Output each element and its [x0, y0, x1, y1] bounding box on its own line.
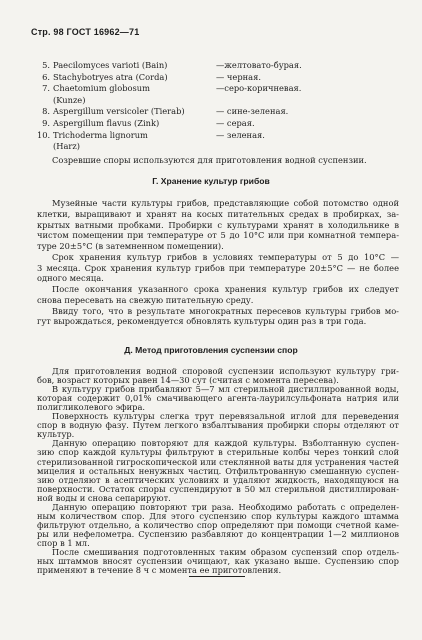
organism-name: Paecilomyces varioti (Bain) — [53, 60, 168, 70]
organism-list-item — [0, 60, 422, 72]
organism-list — [0, 60, 422, 153]
organism-list-item — [0, 141, 422, 153]
organism-number: 6. — [42, 71, 50, 82]
section-title-g: Г. Хранение культур грибов — [152, 176, 270, 186]
paragraph-line: Срок хранения культур грибов в условиях температуры от 5 до 10°С — — [52, 251, 399, 262]
paragraph-line: одного месяца. — [37, 273, 104, 284]
organism-name: Trichoderma lignorum — [53, 129, 148, 140]
paragraph-line: поверхности. Остаток споры суспендируют в 50 мл стерильной дистиллирован- — [37, 483, 399, 494]
paragraph-line: снова пересевать на свежую питательную среду. — [37, 294, 254, 305]
paragraph-line: 3 месяца. Срок хранения культур грибов при температуре 20±5°С — не более — [37, 262, 399, 273]
paragraph-line: ным количеством спор. Для этого суспензию спор культуры каждого штамма — [37, 510, 399, 521]
paragraph-line: Ввиду того, что в результате многократных пересевов культуры грибов мо- — [52, 305, 399, 316]
paragraph-line: спор в водную фазу. Путем легкого взбалтывания пробирки споры отделяют от — [37, 420, 399, 431]
organism-name: Stachybotryes atra (Corda) — [53, 71, 168, 82]
organism-number: 9. — [42, 117, 50, 128]
paragraph-line: Данную операцию повторяют для каждой культуры. Взболтанную суспен- — [52, 438, 399, 449]
organism-list-item — [0, 130, 422, 142]
paragraph-line: чистом помещении при температуре от 5 до 10°С или при комнатной темпера- — [37, 230, 399, 241]
paragraph-line: фильтруют отдельно, а количество спор определяют при помощи счетной каме- — [37, 519, 399, 530]
organism-list-item — [0, 83, 422, 95]
organism-name: (Harz) — [53, 141, 80, 152]
paragraph-line: культур. — [37, 429, 75, 440]
organism-name: Chaetomium globosum — [53, 83, 150, 94]
paragraph-line: зию спор каждой культуры фильтруют в стерильные колбы через тонкий слой — [37, 447, 399, 458]
organism-number: 8. — [42, 106, 50, 117]
organism-name: Aspergillum flavus (Zink) — [53, 117, 160, 128]
paragraph-line: Данную операцию повторяют три раза. Необходимо работать с определен- — [52, 501, 399, 512]
paragraph-line: Для приготовления водной споровой суспензии используют культуру гри- — [52, 366, 399, 376]
organism-number: 5. — [42, 60, 50, 70]
organism-list-item — [0, 106, 422, 118]
organism-color: — черная. — [216, 71, 261, 82]
organism-list-item — [0, 95, 422, 107]
organism-list-item — [0, 72, 422, 84]
paragraph-line: бов, возраст которых равен 14—30 сут (считая с момента пересева). — [37, 375, 339, 386]
organism-color: — зеленая. — [216, 129, 265, 140]
paragraph-line: полигликолевого эфира. — [37, 402, 146, 413]
organism-color: — серая. — [216, 117, 255, 128]
organism-number: 7. — [42, 83, 50, 94]
closing-rule — [189, 576, 245, 577]
paragraph-line: ной воды и снова сепарируют. — [37, 492, 171, 503]
paragraph-line: Музейные части культуры грибов, представляющие собой потомство одной — [52, 198, 399, 208]
paragraph-line: После окончания указанного срока хранения культур грибов их следует — [52, 284, 399, 294]
organism-color: — сине-зеленая. — [216, 106, 289, 117]
page-header: Стр. 98 ГОСТ 16962—71 — [31, 27, 140, 37]
paragraph-line: которая содержит 0,01% смачивающего агента-лаурилсульфоната натрия или — [37, 393, 399, 404]
organism-name: (Kunze) — [53, 94, 86, 105]
paragraph-line: гут вырождаться, рекомендуется обновлять культуры один раз в три года. — [37, 316, 367, 327]
paragraph-line: После смешивания подготовленных таким образом суспензий спор отдель- — [52, 547, 399, 557]
paragraph-line: мицелия и остальных ненужных частиц. Отфильтрованную смешанную суспен- — [37, 465, 399, 476]
paragraph-line: ных штаммов вносят суспензии очищают, как указано выше. Суспензию спор — [37, 556, 399, 567]
paragraph-line: зию отделяют в асептических условиях и удаляют жидкость, находящуюся на — [37, 474, 399, 485]
organism-list-item — [0, 118, 422, 130]
section-title-d: Д. Метод приготовления суспензии спор — [124, 345, 298, 355]
paragraph-line: клетки, выращивают и хранят на косых питательных средах в пробирках, за- — [37, 208, 399, 219]
paragraph-line: крытых ватными пробками. Пробирки с культурами хранят в холодильнике в — [37, 219, 399, 230]
organism-number: 10. — [37, 129, 51, 140]
organism-color: —желтовато-бурая. — [216, 60, 302, 70]
paragraph-line: туре 20±5°С (в затемненном помещении). — [37, 241, 224, 251]
paragraph-line: применяют в течение 8 ч с момента ее приготовления. — [37, 565, 282, 576]
organism-name: Aspergillum versicoler (Tierab) — [53, 106, 185, 117]
paragraph-line: Поверхность культуры слегка трут перевязальной иглой для переведения — [52, 411, 399, 422]
paragraph-line: В культуру грибов прибавляют 5—7 мл стерильной дистиллированной воды, — [52, 384, 399, 395]
paragraph-line: стерилизованной гигроскопической или стеклянной ваты для устранения частей — [37, 456, 399, 467]
paragraph-line: спор в 1 мл. — [37, 537, 90, 548]
paragraph-line: ры или нефелометра. Суспензию разбавляют до концентрации 1—2 миллионов — [37, 528, 399, 539]
organism-color: —серо-коричневая. — [216, 83, 302, 94]
paragraph-line: Созревшие споры используются для приготовления водной суспензии. — [52, 155, 367, 165]
